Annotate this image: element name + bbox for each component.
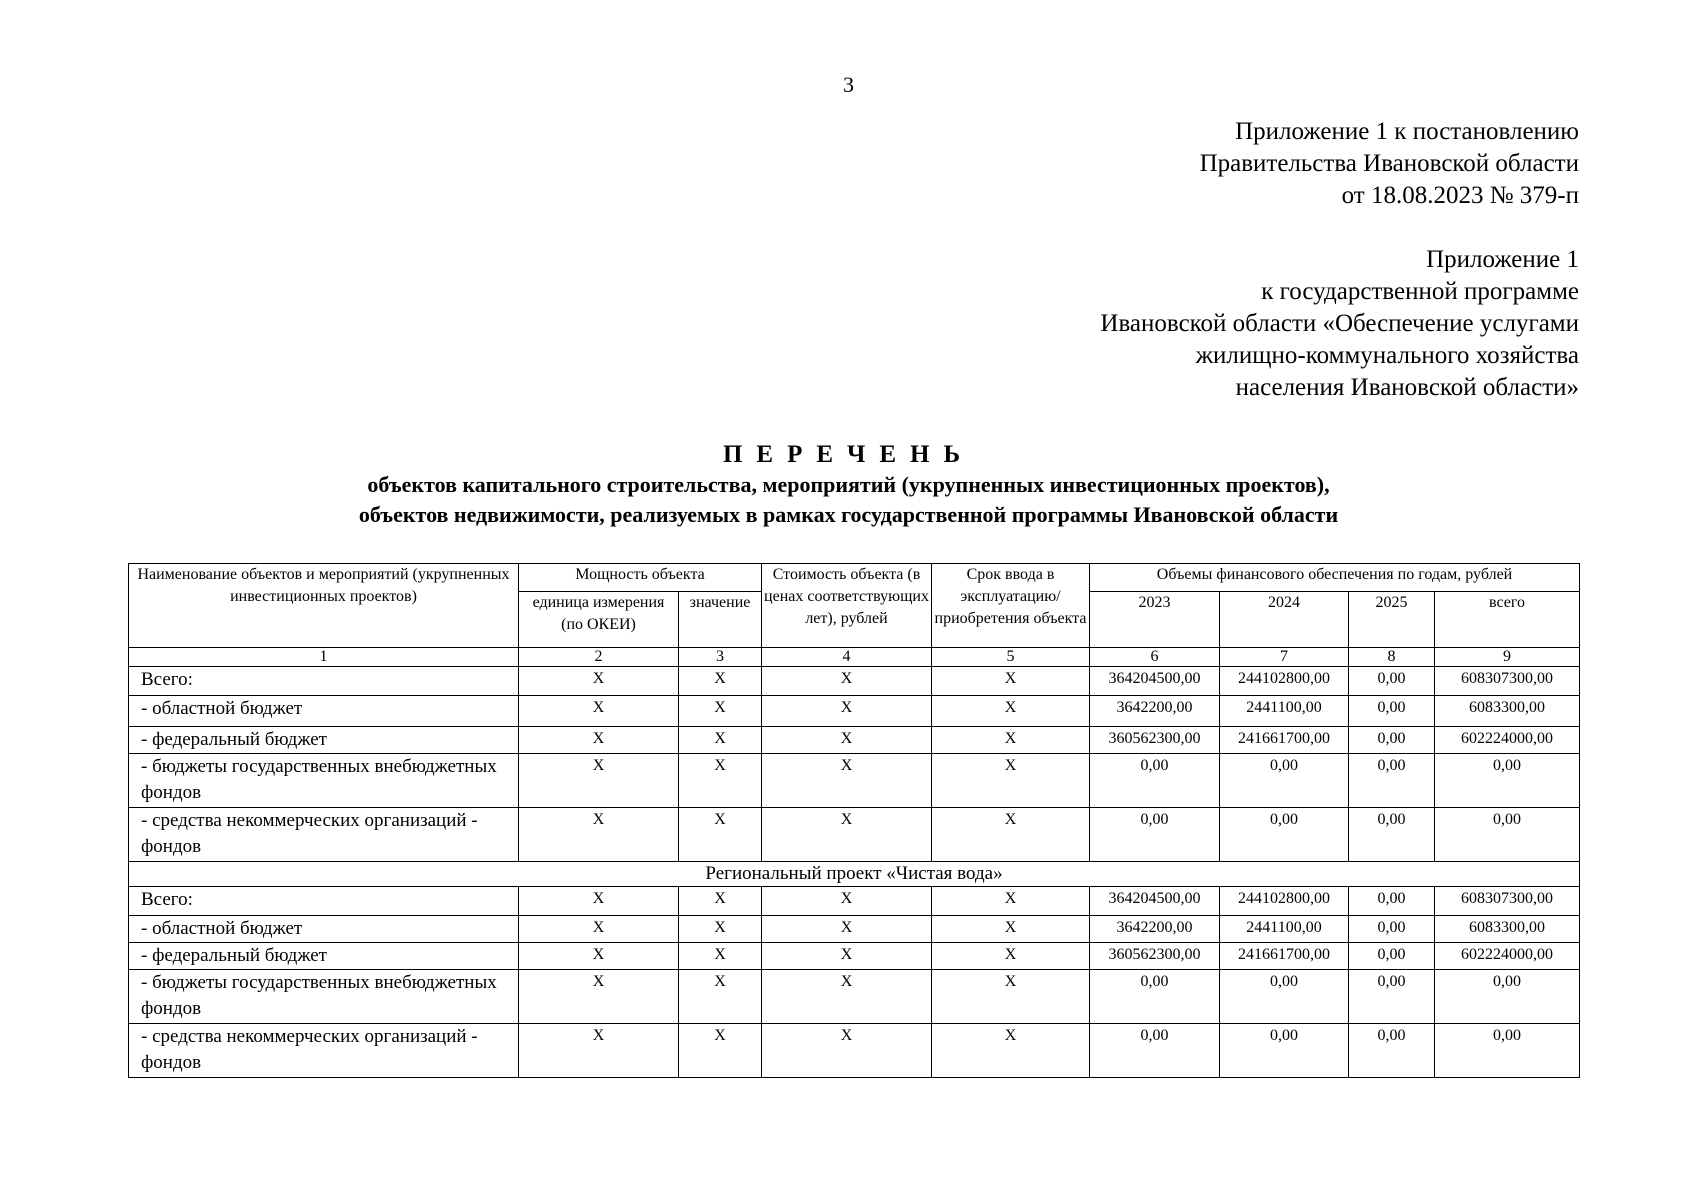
cell-term: X [932, 696, 1090, 727]
cell-2025: 0,00 [1349, 887, 1435, 916]
appendix-line: жилищно-коммунального хозяйства [1195, 342, 1579, 369]
cell-2024: 0,00 [1220, 808, 1349, 862]
row-name: Всего: [129, 887, 519, 916]
cell-unit: X [519, 754, 679, 808]
cell-2025: 0,00 [1349, 754, 1435, 808]
table-row [129, 916, 1580, 943]
cell-total: 0,00 [1435, 808, 1580, 862]
column-number: 8 [1349, 648, 1435, 667]
cell-total: 6083300,00 [1435, 696, 1580, 727]
cell-total: 608307300,00 [1435, 667, 1580, 696]
cell-2023: 360562300,00 [1090, 943, 1220, 970]
cell-cost: X [762, 970, 932, 1024]
cell-2023: 3642200,00 [1090, 916, 1220, 943]
cell-term: X [932, 1024, 1090, 1078]
cell-2025: 0,00 [1349, 727, 1435, 754]
cell-2025: 0,00 [1349, 667, 1435, 696]
table-row [129, 727, 1580, 754]
cell-cost: X [762, 754, 932, 808]
cell-2025: 0,00 [1349, 970, 1435, 1024]
cell-value: X [679, 808, 762, 862]
cell-value: X [679, 943, 762, 970]
cell-value: X [679, 887, 762, 916]
header-cost: Стоимость объекта (в ценах соответствующих лет), рублей [762, 564, 932, 648]
column-number: 2 [519, 648, 679, 667]
cell-term: X [932, 887, 1090, 916]
cell-unit: X [519, 970, 679, 1024]
cell-2025: 0,00 [1349, 943, 1435, 970]
row-name: - бюджеты государственных внебюджетных фондов [129, 970, 519, 1024]
cell-value: X [679, 667, 762, 696]
cell-2024: 241661700,00 [1220, 727, 1349, 754]
cell-cost: X [762, 887, 932, 916]
table-row [129, 754, 1580, 808]
cell-term: X [932, 808, 1090, 862]
cell-term: X [932, 667, 1090, 696]
cell-value: X [679, 727, 762, 754]
cell-cost: X [762, 1024, 932, 1078]
cell-value: X [679, 916, 762, 943]
appendix-line: Приложение 1 [1426, 246, 1579, 273]
cell-2024: 241661700,00 [1220, 943, 1349, 970]
appendix-line: Ивановской области «Обеспечение услугами [1100, 310, 1579, 337]
cell-value: X [679, 970, 762, 1024]
cell-unit: X [519, 943, 679, 970]
cell-unit: X [519, 667, 679, 696]
cell-cost: X [762, 916, 932, 943]
cell-2025: 0,00 [1349, 1024, 1435, 1078]
row-name: Всего: [129, 667, 519, 696]
section-title-row [129, 862, 1580, 887]
header-2023: 2023 [1090, 592, 1220, 648]
cell-2024: 0,00 [1220, 754, 1349, 808]
cell-2024: 244102800,00 [1220, 887, 1349, 916]
row-name: - средства некоммерческих организаций - фондов [129, 1024, 519, 1078]
column-number: 4 [762, 648, 932, 667]
cell-value: X [679, 1024, 762, 1078]
row-name: - областной бюджет [129, 916, 519, 943]
appendix-line: к государственной программе [1261, 278, 1579, 305]
cell-value: X [679, 696, 762, 727]
cell-unit: X [519, 1024, 679, 1078]
header-capacity: Мощность объекта [519, 564, 762, 592]
cell-2025: 0,00 [1349, 808, 1435, 862]
cell-value: X [679, 754, 762, 808]
title-line: объектов недвижимости, реализуемых в рамках государственной программы Ивановской области [358, 502, 1339, 527]
cell-total: 602224000,00 [1435, 727, 1580, 754]
cell-term: X [932, 970, 1090, 1024]
header-unit: единица измерения (по ОКЕИ) [519, 592, 679, 648]
approval-line: Приложение 1 к постановлению [1235, 118, 1579, 145]
cell-total: 0,00 [1435, 1024, 1580, 1078]
appendix-line: населения Ивановской области» [1235, 374, 1579, 401]
cell-2024: 244102800,00 [1220, 667, 1349, 696]
row-name: - федеральный бюджет [129, 727, 519, 754]
title-main: ПЕРЕЧЕНЬ [722, 441, 975, 468]
appendix-header [1100, 244, 1579, 404]
cell-2025: 0,00 [1349, 916, 1435, 943]
cell-cost: X [762, 727, 932, 754]
header-2025: 2025 [1349, 592, 1435, 648]
cell-total: 602224000,00 [1435, 943, 1580, 970]
cell-2023: 0,00 [1090, 808, 1220, 862]
cell-2024: 2441100,00 [1220, 696, 1349, 727]
cell-2024: 2441100,00 [1220, 916, 1349, 943]
table-row [129, 808, 1580, 862]
table-row [129, 667, 1580, 696]
cell-cost: X [762, 667, 932, 696]
header-funding: Объемы финансового обеспечения по годам, рублей [1090, 564, 1580, 592]
cell-2024: 0,00 [1220, 970, 1349, 1024]
cell-term: X [932, 727, 1090, 754]
cell-cost: X [762, 696, 932, 727]
column-number: 9 [1435, 648, 1580, 667]
cell-term: X [932, 916, 1090, 943]
financing-table [128, 563, 1580, 1078]
cell-2023: 0,00 [1090, 970, 1220, 1024]
header-total: всего [1435, 592, 1580, 648]
document-title [0, 440, 1697, 530]
approval-line: Правительства Ивановской области [1199, 150, 1579, 177]
cell-term: X [932, 943, 1090, 970]
cell-2023: 0,00 [1090, 1024, 1220, 1078]
row-name: - бюджеты государственных внебюджетных фондов [129, 754, 519, 808]
row-name: - средства некоммерческих организаций - фондов [129, 808, 519, 862]
cell-2023: 0,00 [1090, 754, 1220, 808]
cell-cost: X [762, 943, 932, 970]
table-row [129, 943, 1580, 970]
table-row [129, 696, 1580, 727]
header-2024: 2024 [1220, 592, 1349, 648]
table-row [129, 970, 1580, 1024]
cell-2023: 364204500,00 [1090, 667, 1220, 696]
approval-header [1200, 116, 1579, 212]
column-number: 5 [932, 648, 1090, 667]
header-name: Наименование объектов и мероприятий (укрупненных инвестиционных проектов) [129, 564, 519, 648]
table-row [129, 887, 1580, 916]
cell-total: 0,00 [1435, 754, 1580, 808]
row-name: - федеральный бюджет [129, 943, 519, 970]
cell-unit: X [519, 887, 679, 916]
table-row [129, 1024, 1580, 1078]
cell-total: 0,00 [1435, 970, 1580, 1024]
cell-total: 608307300,00 [1435, 887, 1580, 916]
column-numbers-row [129, 648, 1580, 667]
approval-line: от 18.08.2023 № 379-п [1341, 182, 1579, 209]
column-number: 7 [1220, 648, 1349, 667]
page-number: 3 [843, 72, 854, 97]
cell-2023: 3642200,00 [1090, 696, 1220, 727]
cell-2023: 360562300,00 [1090, 727, 1220, 754]
cell-2025: 0,00 [1349, 696, 1435, 727]
section-title: Региональный проект «Чистая вода» [129, 862, 1580, 887]
title-line: объектов капитального строительства, мероприятий (укрупненных инвестиционных проектов), [367, 472, 1330, 497]
cell-unit: X [519, 727, 679, 754]
header-value: значение [679, 592, 762, 648]
column-number: 1 [129, 648, 519, 667]
cell-cost: X [762, 808, 932, 862]
cell-2024: 0,00 [1220, 1024, 1349, 1078]
cell-total: 6083300,00 [1435, 916, 1580, 943]
header-term: Срок ввода в эксплуатацию/ приобретения объекта [932, 564, 1090, 648]
cell-unit: X [519, 696, 679, 727]
cell-term: X [932, 754, 1090, 808]
column-number: 6 [1090, 648, 1220, 667]
cell-2023: 364204500,00 [1090, 887, 1220, 916]
row-name: - областной бюджет [129, 696, 519, 727]
cell-unit: X [519, 916, 679, 943]
column-number: 3 [679, 648, 762, 667]
cell-unit: X [519, 808, 679, 862]
